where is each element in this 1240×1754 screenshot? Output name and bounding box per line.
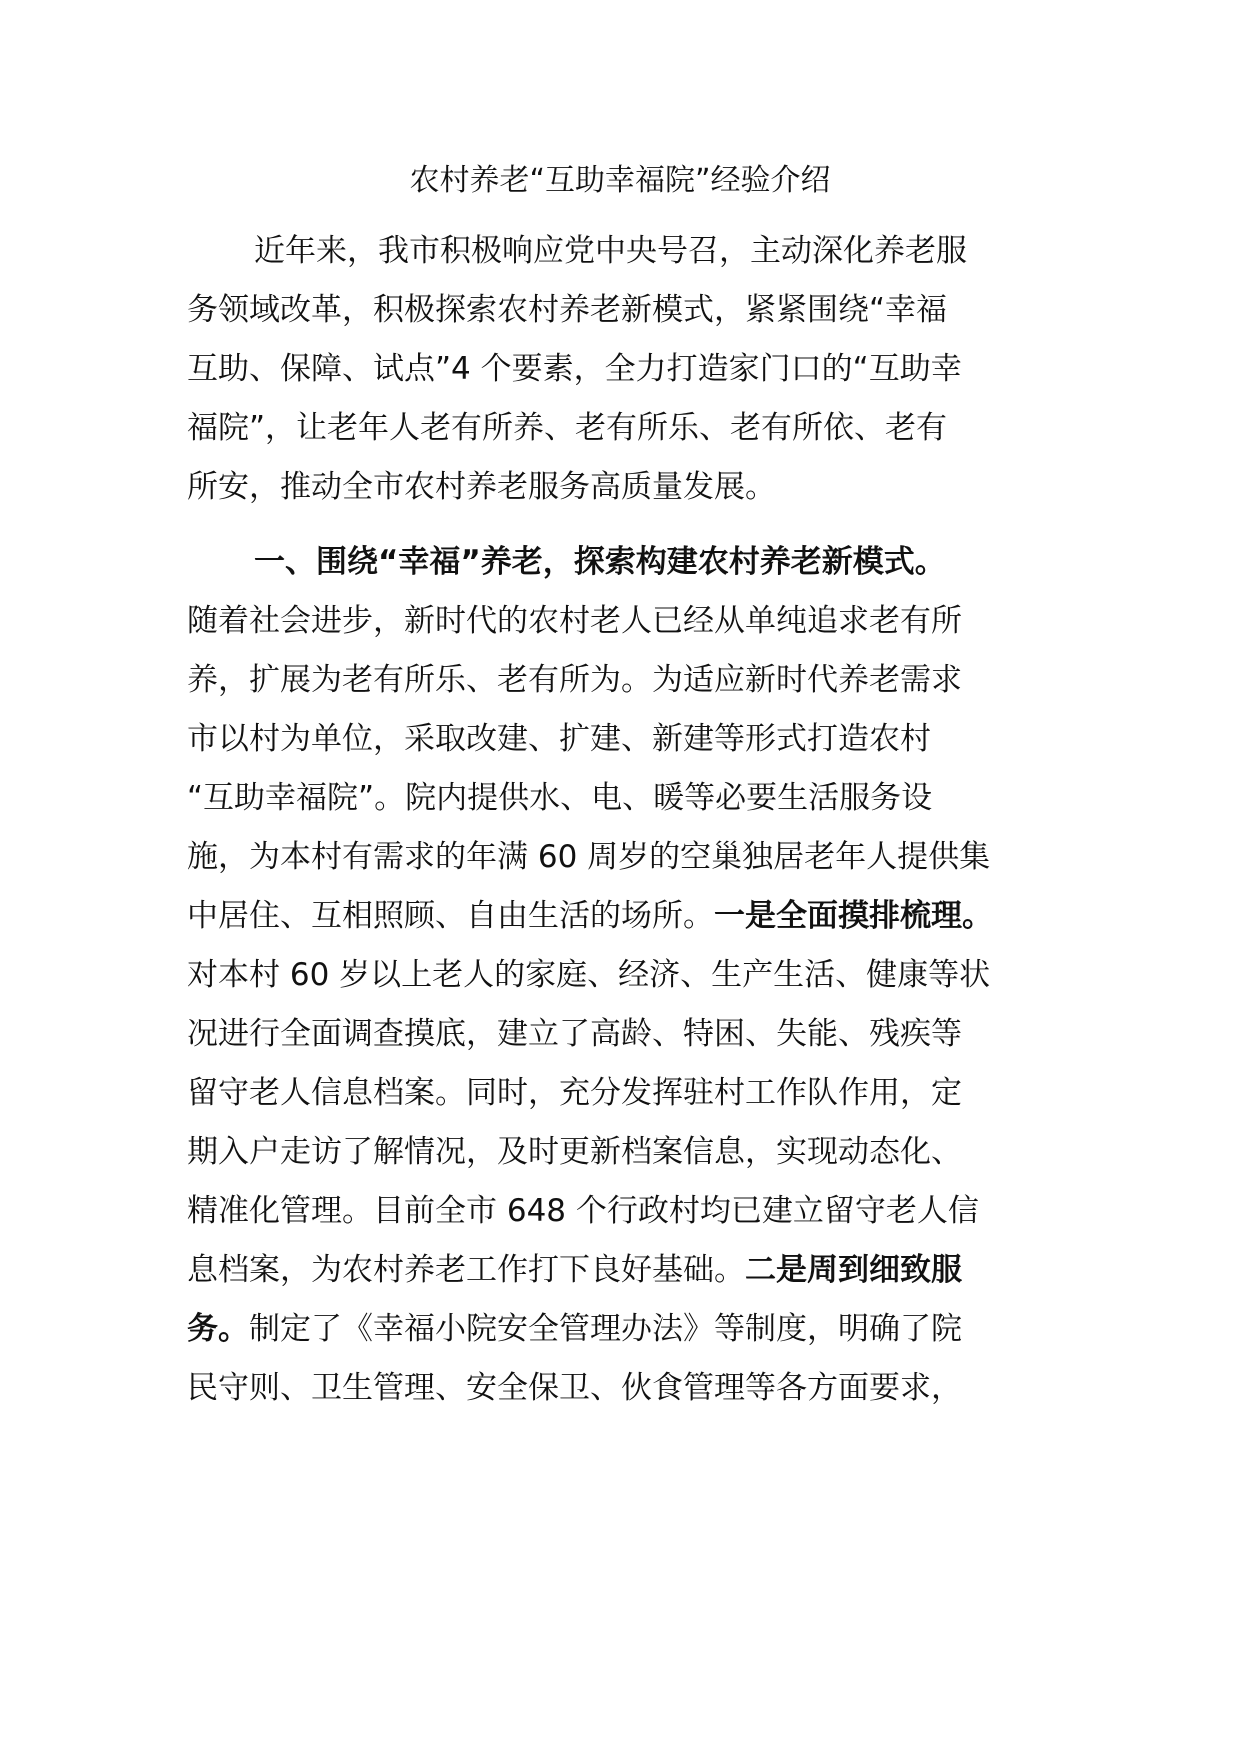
body-line-13-text: 制定了《幸福小院安全管理办法》等制度，明确了院 bbox=[249, 1311, 962, 1347]
intro-line-5: 所安，推动全市农村养老服务高质量发展。 bbox=[187, 469, 776, 505]
body-line-2: 养，扩展为老有所乐、老有所为。为适应新时代养老需求 bbox=[187, 662, 962, 698]
section-heading-1: 一、围绕“幸福”养老，探索构建农村养老新模式。 bbox=[254, 544, 946, 580]
subheading-2-part-2: 务。 bbox=[187, 1311, 249, 1347]
body-line-10: 期入户走访了解情况，及时更新档案信息，实现动态化、 bbox=[187, 1134, 962, 1170]
body-line-5: 施，为本村有需求的年满 60 周岁的空巢独居老年人提供集 bbox=[187, 839, 991, 875]
body-line-1: 随着社会进步，新时代的农村老人已经从单纯追求老有所 bbox=[187, 603, 962, 639]
body-line-6-text: 中居住、互相照顾、自由生活的场所。 bbox=[187, 898, 714, 934]
body-line-9: 留守老人信息档案。同时，充分发挥驻村工作队作用，定 bbox=[187, 1075, 962, 1111]
intro-line-4: 福院”，让老年人老有所养、老有所乐、老有所依、老有 bbox=[187, 410, 948, 446]
body-line-4: “互助幸福院”。院内提供水、电、暖等必要生活服务设 bbox=[187, 780, 933, 816]
body-line-3: 市以村为单位，采取改建、扩建、新建等形式打造农村 bbox=[187, 721, 931, 757]
intro-line-3: 互助、保障、试点”4 个要素，全力打造家门口的“互助幸 bbox=[187, 351, 962, 387]
document-title: 农村养老“互助幸福院”经验介绍 bbox=[409, 163, 831, 198]
intro-line-1: 近年来，我市积极响应党中央号召，主动深化养老服 bbox=[254, 233, 967, 269]
subheading-2-part-1: 二是周到细致服 bbox=[745, 1252, 962, 1288]
body-line-8: 况进行全面调查摸底，建立了高龄、特困、失能、残疾等 bbox=[187, 1016, 962, 1052]
subheading-1: 一是全面摸排梳理。 bbox=[714, 898, 993, 934]
body-line-6 bbox=[187, 891, 1087, 941]
body-line-14: 民守则、卫生管理、安全保卫、伙食管理等各方面要求， bbox=[187, 1370, 962, 1406]
body-line-13 bbox=[187, 1304, 1087, 1354]
body-line-11: 精准化管理。目前全市 648 个行政村均已建立留守老人信 bbox=[187, 1193, 979, 1229]
body-line-12 bbox=[187, 1245, 1087, 1295]
intro-line-2: 务领域改革，积极探索农村养老新模式，紧紧围绕“幸福 bbox=[187, 292, 948, 328]
body-line-12-text: 息档案，为农村养老工作打下良好基础。 bbox=[187, 1252, 745, 1288]
body-line-7: 对本村 60 岁以上老人的家庭、经济、生产生活、健康等状 bbox=[187, 957, 991, 993]
